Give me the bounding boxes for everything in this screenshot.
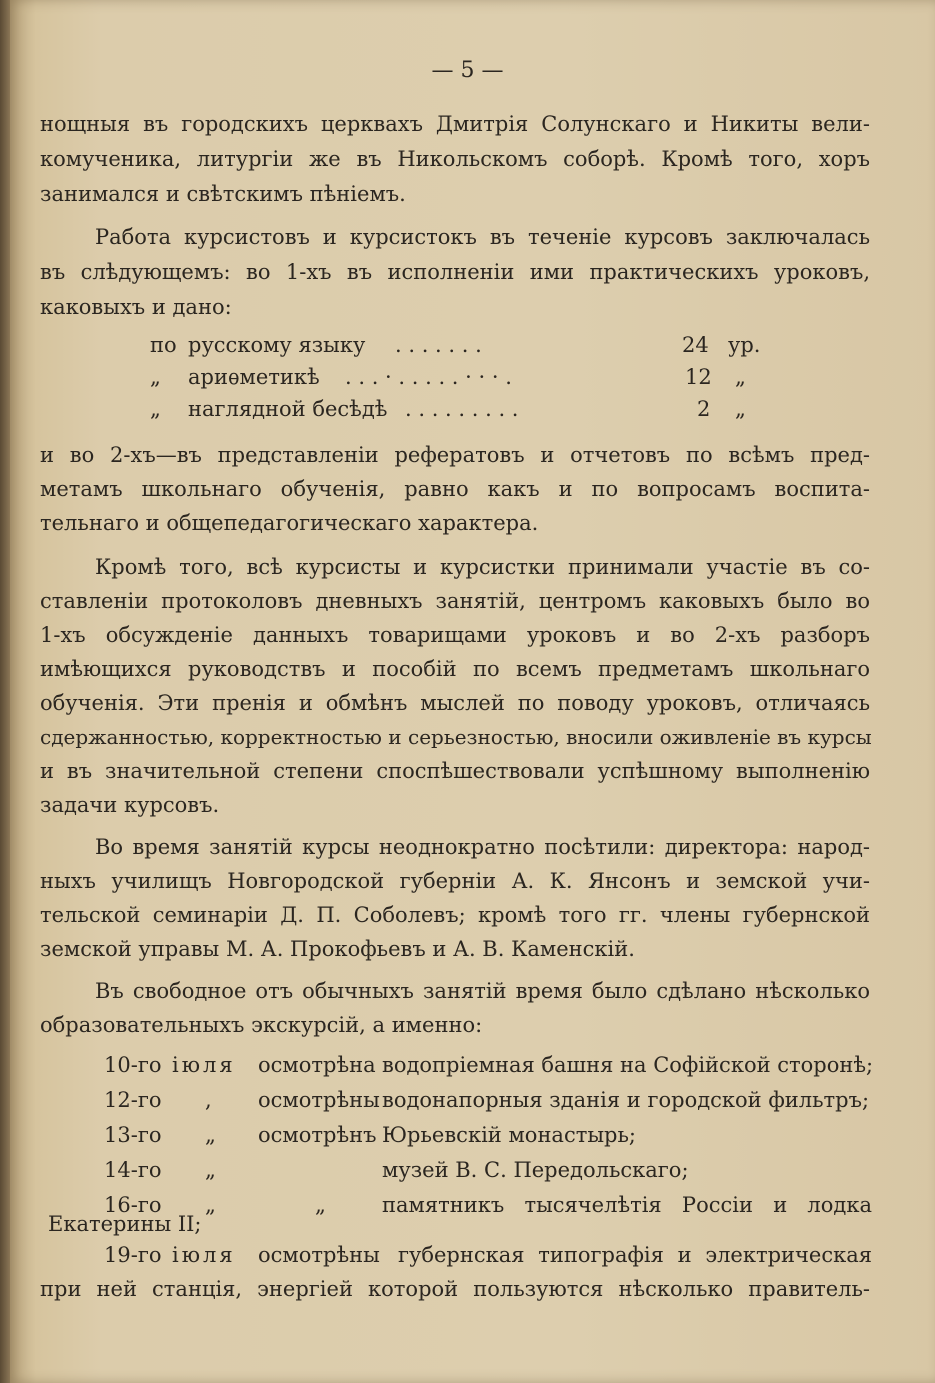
- text-line: 1-хъ обсужденіе данныхъ товарищами уроковъ и во 2-хъ разборъ: [40, 623, 870, 647]
- text-line: при ней станція, энергіей которой пользуются нѣсколько правитель-: [40, 1277, 870, 1301]
- excursion-verb: осмотрѣны: [258, 1243, 380, 1267]
- text-line: въ слѣдующемъ: во 1-хъ въ исполненіи ими практическихъ уроковъ,: [40, 260, 870, 284]
- page-number: — 5 —: [431, 58, 504, 83]
- excursion-verb: осмотрѣны: [258, 1088, 380, 1112]
- excursion-object: музей В. С. Передольскаго;: [382, 1158, 689, 1182]
- lesson-subject: наглядной бесѣдѣ: [188, 397, 388, 421]
- text-line: Работа курсистовъ и курсистокъ въ теченіе курсовъ заключалась: [95, 225, 870, 249]
- excursion-date: 13-го: [104, 1123, 162, 1147]
- text-line: нощныя въ городскихъ церквахъ Дмитрія Солунскаго и Никиты вели-: [40, 112, 870, 136]
- text-line: Кромѣ того, всѣ курсисты и курсистки принимали участіе въ со-: [95, 555, 870, 579]
- excursion-verb: осмотрѣна: [258, 1053, 376, 1077]
- text-line: каковыхъ и дано:: [40, 295, 232, 319]
- lesson-prefix: по: [150, 333, 177, 357]
- lesson-prefix: „: [150, 397, 161, 421]
- excursion-row: [0, 1053, 935, 1083]
- text-line: имѣющихся руководствъ и пособій по всемъ предметамъ школьнаго: [40, 657, 870, 681]
- text-line: тельнаго и общепедагогическаго характера.: [40, 511, 539, 535]
- text-line: занимался и свѣтскимъ пѣніемъ.: [40, 182, 406, 206]
- text-line: метамъ школьнаго обученія, равно какъ и по вопросамъ воспита-: [40, 477, 870, 501]
- lesson-dots: . . . . . . .: [395, 333, 482, 357]
- text-line: ставленіи протоколовъ дневныхъ занятій, центромъ каковыхъ было во: [40, 589, 870, 613]
- excursion-month: „: [205, 1193, 216, 1217]
- excursion-verb: „: [315, 1193, 326, 1217]
- excursion-row: [0, 1158, 935, 1188]
- lesson-prefix: „: [150, 365, 161, 389]
- text-line: земской управы М. А. Прокофьевъ и А. В. Каменскій.: [40, 937, 635, 961]
- excursion-row: [0, 1243, 935, 1273]
- lesson-dots: . . . · . . . . . · · · .: [345, 365, 512, 389]
- text-line: комученика, литургіи же въ Никольскомъ соборѣ. Кромѣ того, хоръ: [40, 147, 870, 171]
- lesson-subject: ариѳметикѣ: [188, 365, 320, 389]
- excursion-object: памятникъ тысячелѣтія Россіи и лодка: [382, 1193, 872, 1217]
- text-line: образовательныхъ экскурсій, а именно:: [40, 1013, 483, 1037]
- excursion-month: іюля: [172, 1053, 236, 1077]
- excursion-date: 10-го: [104, 1053, 162, 1077]
- excursion-object: Юрьевскій монастырь;: [382, 1123, 636, 1147]
- excursion-month: „: [205, 1158, 216, 1182]
- text-line: обученія. Эти пренія и обмѣнъ мыслей по поводу уроковъ, отличаясь: [40, 691, 870, 715]
- text-line: сдержанностью, корректностью и серьезностью, вносили оживленіе въ курсы: [40, 725, 872, 749]
- excursion-row: [0, 1088, 935, 1118]
- excursion-date: 14-го: [104, 1158, 162, 1182]
- text-line: Екатерины II;: [48, 1212, 202, 1236]
- excursion-object: водопріемная башня на Софійской сторонѣ;: [382, 1053, 874, 1077]
- lesson-row: [0, 365, 935, 395]
- lesson-row: [0, 333, 935, 363]
- text-line: тельской семинаріи Д. П. Соболевъ; кромѣ того гг. члены губернской: [40, 903, 870, 927]
- lesson-unit: „: [735, 365, 746, 389]
- lesson-subject: русскому языку: [188, 333, 366, 357]
- excursion-date: 19-го: [104, 1243, 162, 1267]
- text-line: и во 2-хъ—въ представленіи рефератовъ и отчетовъ по всѣмъ пред-: [40, 443, 870, 467]
- lesson-row: [0, 397, 935, 427]
- excursion-month: ,: [205, 1088, 212, 1112]
- lesson-count: 24: [682, 333, 709, 357]
- excursion-object: губернская типографія и электрическая: [398, 1243, 872, 1267]
- lesson-count: 2: [697, 397, 711, 421]
- excursion-date: 12-го: [104, 1088, 162, 1112]
- excursion-date: 16-го: [104, 1193, 162, 1217]
- excursion-verb: осмотрѣнъ: [258, 1123, 377, 1147]
- excursion-row: [0, 1123, 935, 1153]
- text-line: задачи курсовъ.: [40, 793, 220, 817]
- excursion-object: водонапорныя зданія и городской фильтръ;: [382, 1088, 870, 1112]
- excursion-month: „: [205, 1123, 216, 1147]
- excursion-month: іюля: [172, 1243, 236, 1267]
- lesson-unit: „: [735, 397, 746, 421]
- text-line: ныхъ училищъ Новгородской губерніи А. К. Янсонъ и земской учи-: [40, 869, 870, 893]
- text-line: Во время занятій курсы неоднократно посѣтили: директора: народ-: [95, 835, 870, 859]
- text-line: и въ значительной степени споспѣшествовали успѣшному выполненію: [40, 759, 870, 783]
- text-line: Въ свободное отъ обычныхъ занятій время было сдѣлано нѣсколько: [95, 979, 870, 1003]
- lesson-count: 12: [685, 365, 712, 389]
- lesson-unit: ур.: [728, 333, 761, 357]
- lesson-dots: . . . . . . . . .: [405, 397, 519, 421]
